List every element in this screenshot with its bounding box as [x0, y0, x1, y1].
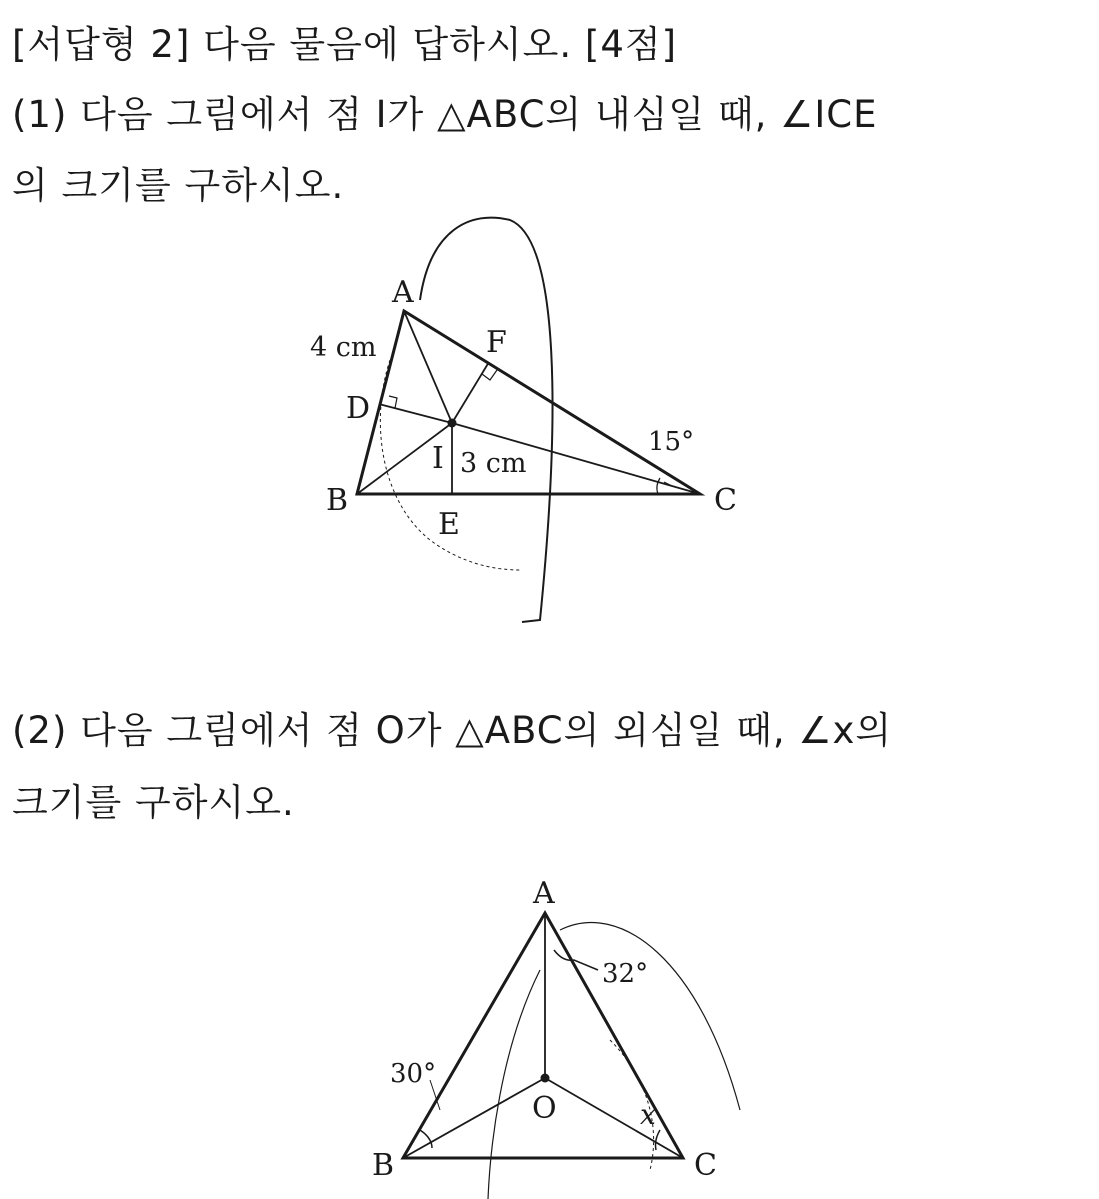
- segment-co: [545, 1078, 683, 1158]
- bisector-a: [404, 311, 452, 423]
- label-c2: C: [694, 1148, 717, 1183]
- label-i: I: [432, 441, 444, 476]
- perpendicular-if: [452, 362, 489, 423]
- q2-text-line2: 크기를 구하시오.: [12, 781, 295, 824]
- label-angle-a: 32°: [602, 959, 649, 989]
- annotation-arc-right: [560, 923, 740, 1111]
- label-angle-x: x: [640, 1098, 656, 1131]
- q2-text-line1: (2) 다음 그림에서 점 O가 △ABC의 외심일 때, ∠x의: [12, 709, 893, 752]
- q1-text-line1: (1) 다음 그림에서 점 I가 △ABC의 내심일 때, ∠ICE: [12, 93, 878, 136]
- label-angle-b: 30°: [390, 1059, 437, 1089]
- triangle-abc: [357, 311, 700, 494]
- angle-mark-c2: [656, 1130, 661, 1150]
- label-a: A: [392, 275, 414, 310]
- label-b2: B: [372, 1148, 395, 1183]
- label-b: B: [326, 483, 349, 518]
- perpendicular-id: [379, 404, 452, 423]
- label-ie-length: 3 cm: [460, 448, 527, 479]
- incenter-point: [448, 419, 457, 428]
- figure-circumcenter: [403, 913, 740, 1199]
- segment-bo: [403, 1078, 545, 1158]
- label-e: E: [438, 507, 460, 542]
- label-f: F: [486, 325, 507, 360]
- label-angle-c: 15°: [648, 427, 695, 457]
- angle-mark-c: [657, 478, 660, 494]
- label-o: O: [532, 1091, 557, 1126]
- label-d: D: [346, 391, 371, 426]
- label-c: C: [714, 483, 737, 518]
- question-header: [서답형 2] 다음 물음에 답하시오. [4점]: [12, 23, 678, 66]
- label-ab-length: 4 cm: [310, 332, 377, 363]
- circumcenter-point: [541, 1074, 550, 1083]
- label-a2: A: [533, 876, 555, 911]
- figure-incenter-labels: [310, 275, 737, 542]
- q1-text-line2: 의 크기를 구하시오.: [12, 164, 345, 207]
